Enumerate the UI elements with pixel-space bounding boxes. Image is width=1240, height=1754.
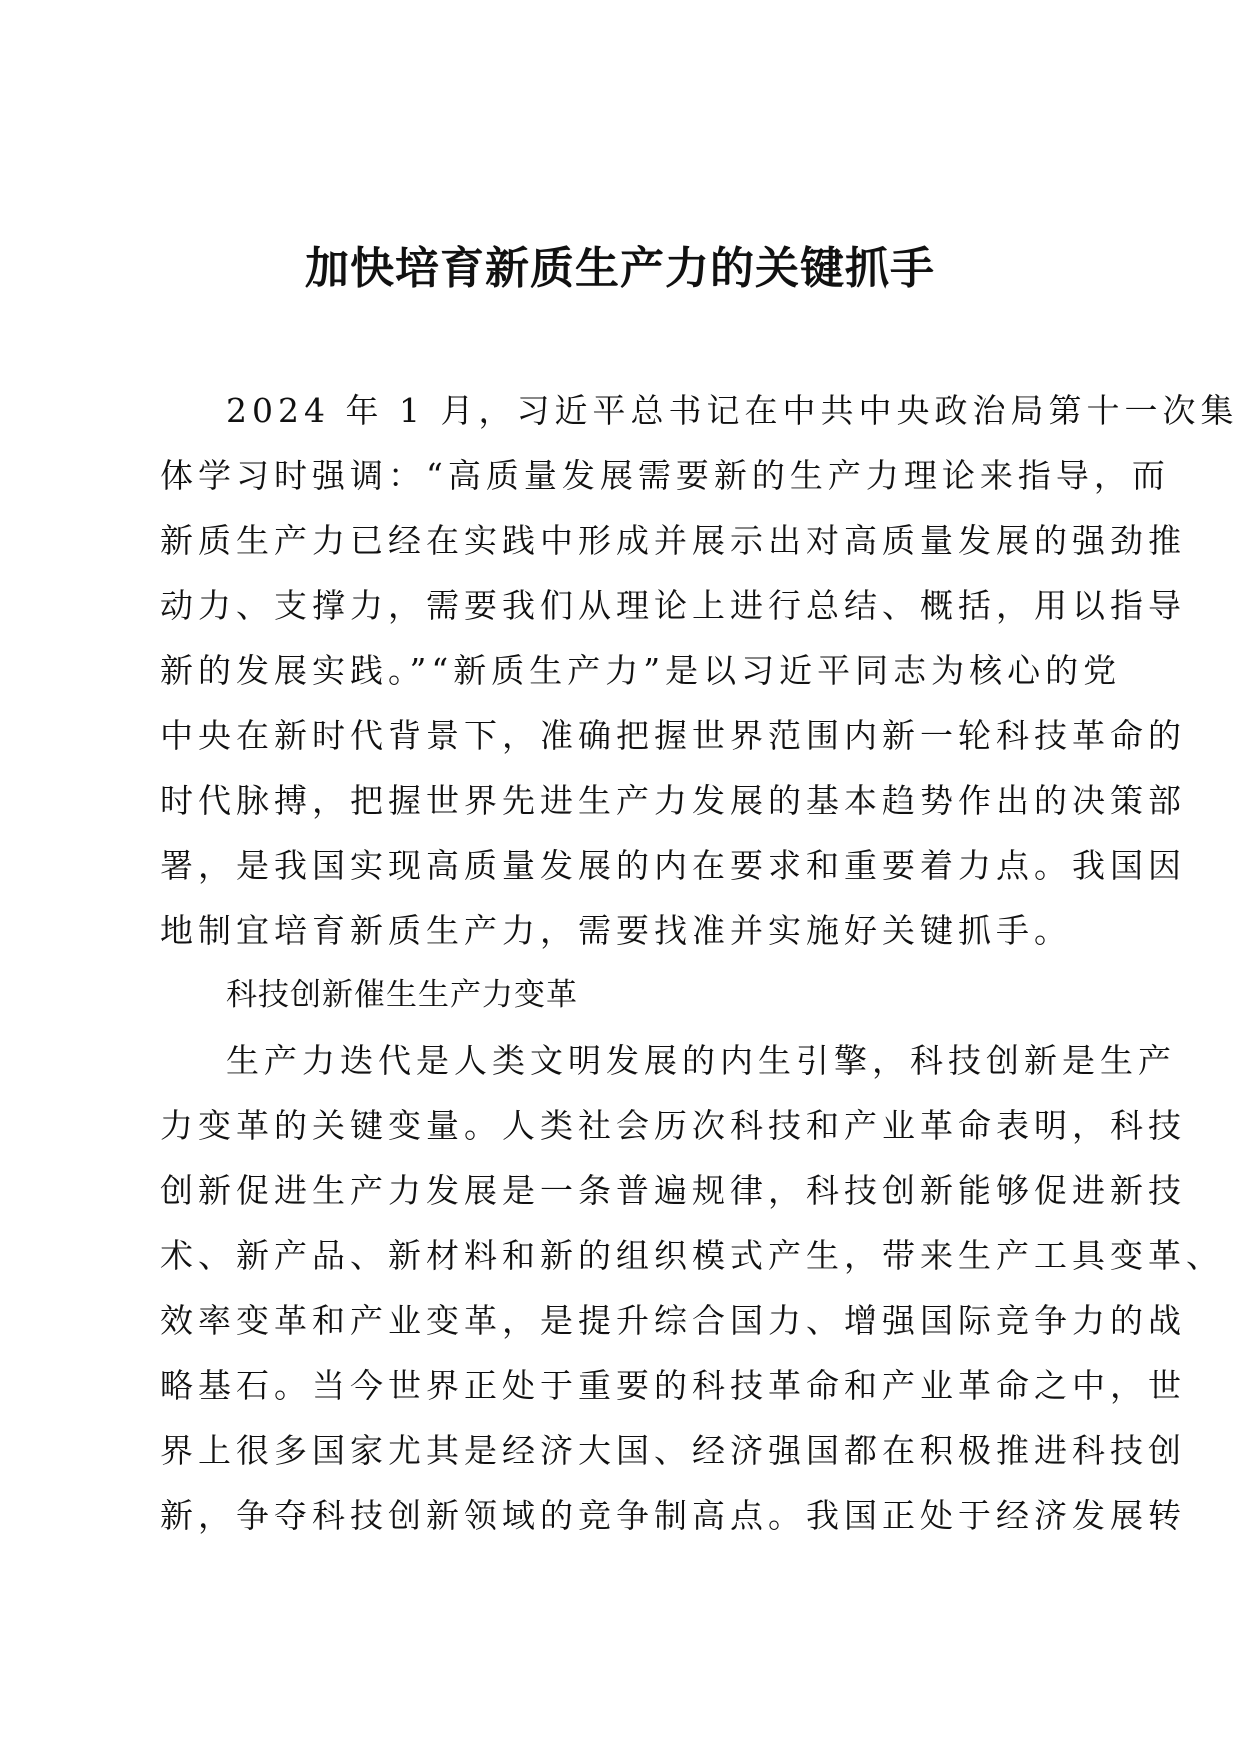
paragraph-line: 动力、支撑力，需要我们从理论上进行总结、概括，用以指导 [160,586,1186,625]
section-heading: 科技创新催生生产力变革 [226,977,578,1013]
paragraph-line: 效率变革和产业变革，是提升综合国力、增强国际竞争力的战 [160,1301,1186,1340]
paragraph-line: 2024 年 1 月，习近平总书记在中共中央政治局第十一次集 [226,391,1239,430]
paragraph-line: 新的发展实践。”“新质生产力”是以习近平同志为核心的党 [160,651,1122,690]
paragraph-line: 界上很多国家尤其是经济大国、经济强国都在积极推进科技创 [160,1431,1186,1470]
paragraph-line: 力变革的关键变量。人类社会历次科技和产业革命表明，科技 [160,1106,1186,1145]
paragraph-line: 新质生产力已经在实践中形成并展示出对高质量发展的强劲推 [160,521,1186,560]
paragraph-line: 时代脉搏，把握世界先进生产力发展的基本趋势作出的决策部 [160,781,1186,820]
document-title: 加快培育新质生产力的关键抓手 [305,243,935,294]
paragraph-line: 生产力迭代是人类文明发展的内生引擎，科技创新是生产 [226,1041,1176,1080]
paragraph-line: 略基石。当今世界正处于重要的科技革命和产业革命之中，世 [160,1366,1186,1405]
paragraph-line: 术、新产品、新材料和新的组织模式产生，带来生产工具变革、 [160,1236,1224,1275]
paragraph-1 [160,378,1239,963]
paragraph-line: 新，争夺科技创新领域的竞争制高点。我国正处于经济发展转 [160,1496,1186,1535]
paragraph-2 [160,1028,1224,1548]
paragraph-line: 体学习时强调：“高质量发展需要新的生产力理论来指导，而 [160,456,1170,495]
paragraph-line: 地制宜培育新质生产力，需要找准并实施好关键抓手。 [160,911,1072,950]
paragraph-line: 创新促进生产力发展是一条普遍规律，科技创新能够促进新技 [160,1171,1186,1210]
paragraph-line: 中央在新时代背景下，准确把握世界范围内新一轮科技革命的 [160,716,1186,755]
document-body [160,378,1239,1548]
paragraph-line: 署，是我国实现高质量发展的内在要求和重要着力点。我国因 [160,846,1186,885]
